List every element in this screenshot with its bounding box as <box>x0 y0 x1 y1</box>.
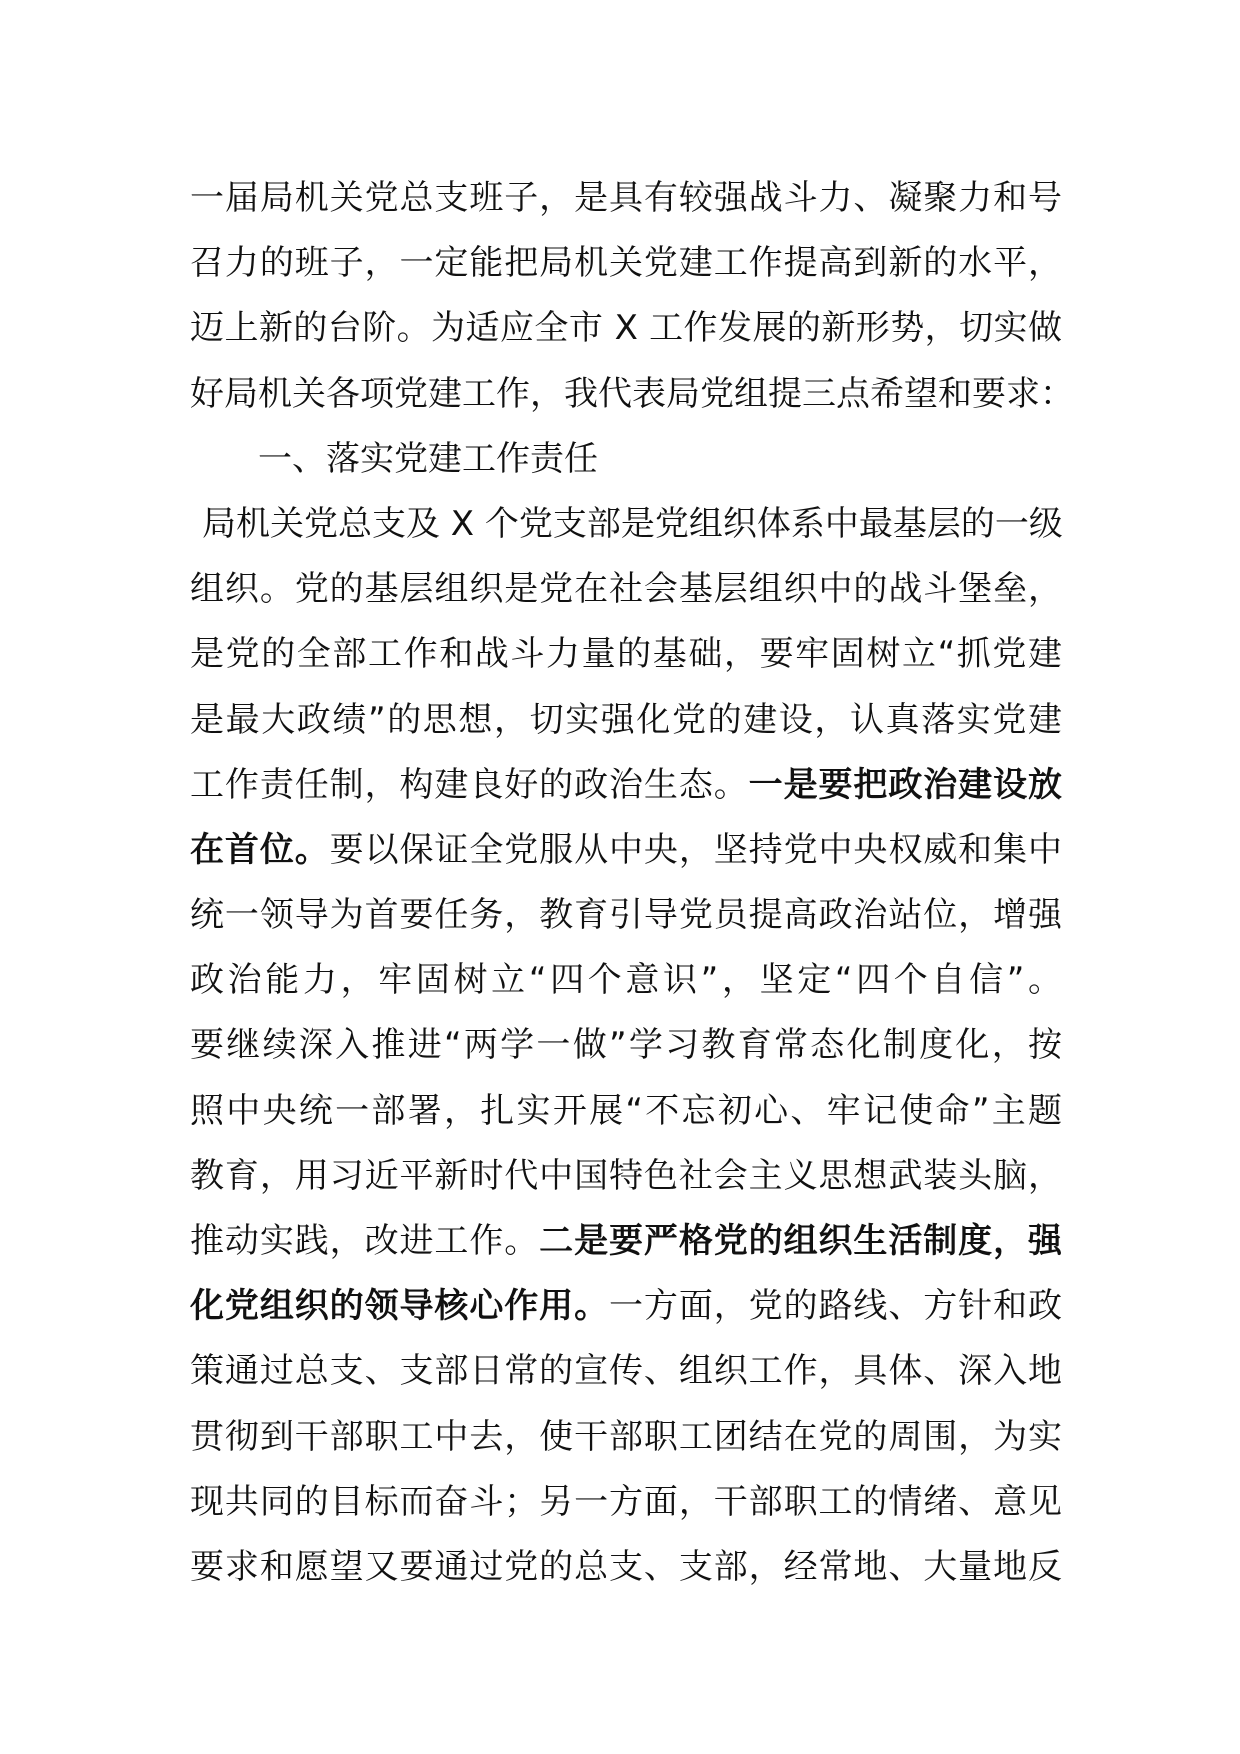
text-run: 局机关党总支及 X 个党支部是党组织体系中最基层的一级 <box>202 503 1063 544</box>
text-run: 好局机关各项党建工作，我代表局党组提三点希望和要求： <box>190 373 1074 414</box>
text-line <box>190 883 1062 948</box>
bold-text-run: 在首位。 <box>190 829 330 870</box>
text-run: 一届局机关党总支班子，是具有较强战斗力、凝聚力和号 <box>190 178 1062 218</box>
text-run: 教育，用习近平新时代中国特色社会主义思想武装头脑， <box>190 1155 1062 1196</box>
text-run: 迈上新的台阶。为适应全市 X 工作发展的新形势，切实做 <box>190 308 1062 349</box>
text-line <box>190 622 1062 687</box>
text-run: 要以保证全党服从中央，坚持党中央权威和集中 <box>329 829 1063 870</box>
text-line <box>190 948 1062 1013</box>
text-run: 政治能力，牢固树立“四个意识”，坚定“四个自信”。 <box>190 960 1062 1001</box>
text-run: 推动实践，改进工作。 <box>190 1221 540 1261</box>
text-line <box>190 1405 1062 1470</box>
text-run: 组织。党的基层组织是党在社会基层组织中的战斗堡垒， <box>190 569 1062 610</box>
text-line <box>190 1470 1062 1535</box>
text-run: 召力的班子，一定能把局机关党建工作提高到新的水平， <box>190 243 1062 284</box>
text-run: 现共同的目标而奋斗；另一方面，干部职工的情绪、意见 <box>190 1481 1062 1522</box>
text-line <box>190 1339 1062 1404</box>
bold-text-run: 化党组织的领导核心作用。 <box>190 1286 609 1327</box>
text-run: 一、落实党建工作责任 <box>258 438 598 479</box>
text-line <box>190 753 1062 818</box>
text-line <box>190 362 1074 427</box>
text-line <box>190 492 1062 557</box>
text-run: 是最大政绩”的思想，切实强化党的建设，认真落实党建 <box>190 699 1062 740</box>
text-line <box>190 231 1062 296</box>
text-line <box>190 1079 1062 1144</box>
text-line <box>190 818 1062 883</box>
text-run: 要继续深入推进“两学一做”学习教育常态化制度化，按 <box>190 1025 1062 1066</box>
text-line <box>190 688 1062 753</box>
text-run: 照中央统一部署，扎实开展“不忘初心、牢记使命”主题 <box>190 1090 1062 1131</box>
text-line <box>190 1535 1062 1600</box>
text-line <box>190 1144 1062 1209</box>
body-text <box>190 166 1074 1600</box>
text-run: 工作责任制，构建良好的政治生态。 <box>190 764 749 805</box>
text-run: 一方面，党的路线、方针和政 <box>609 1286 1062 1327</box>
text-line <box>190 166 1062 231</box>
text-run: 是党的全部工作和战斗力量的基础，要牢固树立“抓党建 <box>190 634 1062 675</box>
bold-text-run: 二是要严格党的组织生活制度，强 <box>539 1221 1063 1261</box>
section-heading <box>190 427 1062 492</box>
text-run: 要求和愿望又要通过党的总支、支部，经常地、大量地反 <box>190 1546 1062 1587</box>
text-line <box>190 1013 1062 1078</box>
text-run: 贯彻到干部职工中去，使干部职工团结在党的周围，为实 <box>190 1416 1062 1457</box>
text-line <box>190 1274 1062 1339</box>
text-line <box>190 296 1062 361</box>
text-line <box>190 1209 1062 1274</box>
text-run: 统一领导为首要任务，教育引导党员提高政治站位，增强 <box>190 895 1062 936</box>
bold-text-run: 一是要把政治建设放 <box>748 764 1063 805</box>
text-line <box>190 557 1062 622</box>
text-run: 策通过总支、支部日常的宣传、组织工作，具体、深入地 <box>190 1351 1062 1392</box>
